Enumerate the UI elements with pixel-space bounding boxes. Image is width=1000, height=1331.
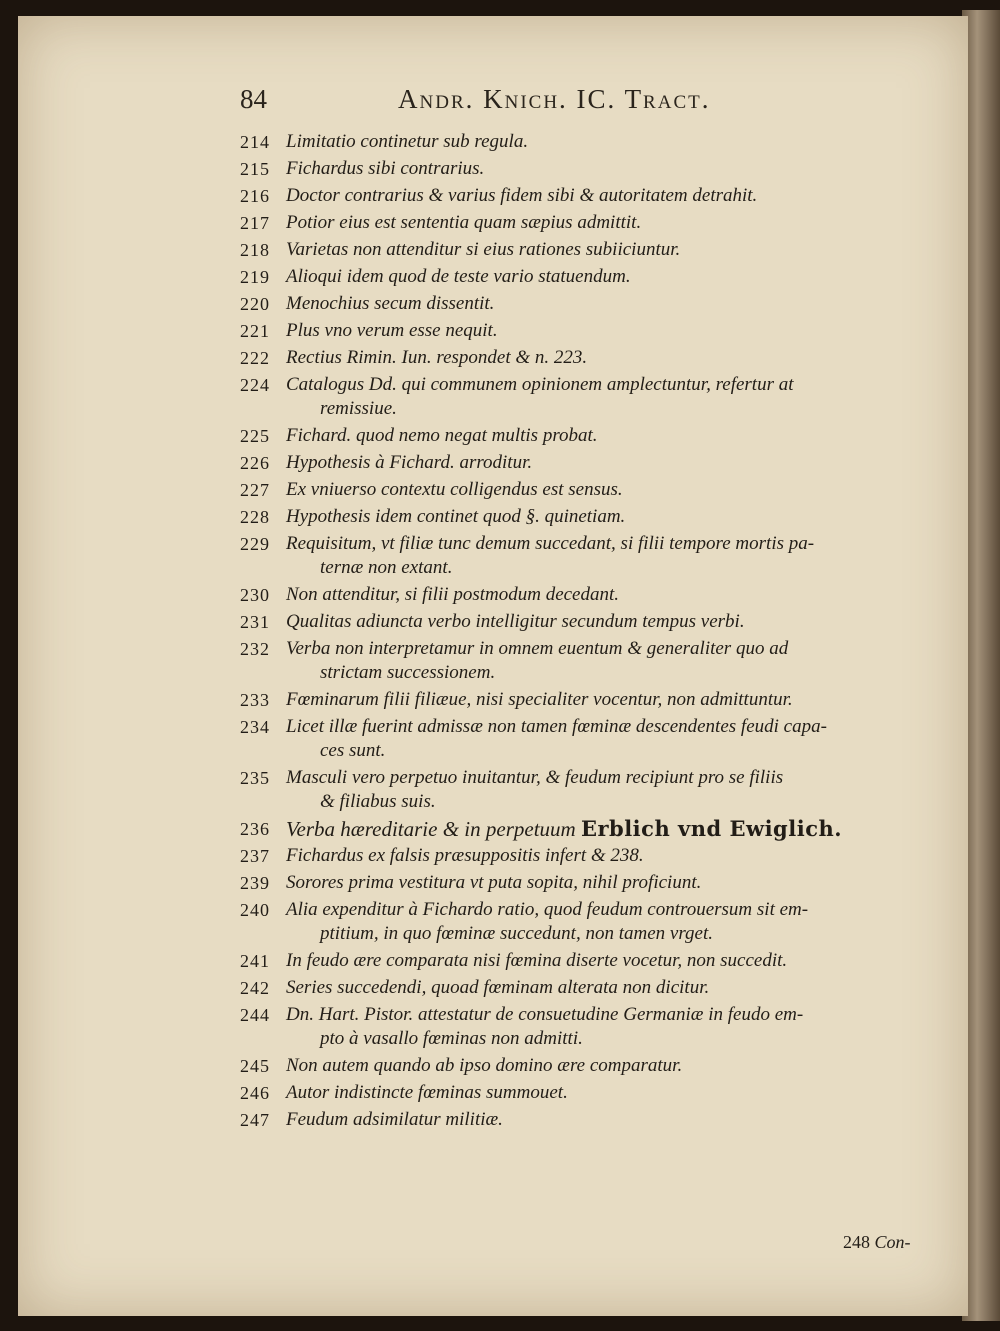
entry-text: Requisitum, vt filiæ tunc demum succedant, si filii tempore mortis pa- <box>286 533 815 554</box>
entry-text: Menochius secum dissentit. <box>286 293 495 314</box>
entry-number: 242 <box>240 978 270 998</box>
entry-line <box>286 238 680 262</box>
entry-text: ptitium, in quo fœminæ succedunt, non tamen vrget. <box>320 923 713 944</box>
entry-body <box>286 1108 503 1132</box>
entry-body <box>286 1054 682 1078</box>
entry-line <box>286 976 709 1000</box>
entry-body <box>286 949 787 973</box>
entry-text: Feudum adsimilatur militiæ. <box>286 1109 503 1130</box>
entry-body <box>286 688 793 712</box>
index-entry <box>240 817 955 841</box>
entry-body <box>286 1081 568 1105</box>
entry-line <box>286 1003 803 1027</box>
index-entry <box>240 1108 955 1132</box>
entry-number: 240 <box>240 900 270 920</box>
index-entry <box>240 637 955 685</box>
index-entry <box>240 184 955 208</box>
page-header <box>240 84 840 124</box>
entry-body <box>286 505 625 529</box>
entry-line <box>286 871 701 895</box>
entry-number: 236 <box>240 819 270 839</box>
entry-line <box>286 844 644 868</box>
entry-line <box>286 1027 803 1051</box>
index-entry <box>240 1054 955 1078</box>
entry-text: In feudo ære comparata nisi fœmina diserte vocetur, non succedit. <box>286 950 788 971</box>
entry-line <box>286 211 641 235</box>
entry-number: 214 <box>240 132 270 152</box>
index-entries <box>240 130 955 1135</box>
entry-text: Plus vno verum esse nequit. <box>286 320 498 341</box>
index-entry <box>240 871 955 895</box>
entry-line <box>286 478 623 502</box>
index-entry <box>240 1003 955 1051</box>
index-entry <box>240 976 955 1000</box>
entry-text: Dn. Hart. Pistor. attestatur de consuetudine Germaniæ in feudo em- <box>286 1004 804 1025</box>
entry-body <box>286 637 788 685</box>
entry-number: 229 <box>240 534 270 554</box>
page-number: 84 <box>240 84 267 114</box>
entry-text: ces sunt. <box>320 740 386 761</box>
index-entry <box>240 451 955 475</box>
entry-line <box>286 739 827 763</box>
entry-text: Fichardus ex falsis præsuppositis infert & 238. <box>286 845 644 866</box>
entry-body <box>286 157 484 181</box>
entry-number: 247 <box>240 1110 270 1130</box>
entry-body <box>286 424 598 448</box>
index-entry <box>240 532 955 580</box>
entry-body <box>286 766 783 814</box>
entry-text: Series succedendi, quoad fœminam alterata non dicitur. <box>286 977 710 998</box>
entry-number: 228 <box>240 507 270 527</box>
index-entry <box>240 949 955 973</box>
entry-line <box>286 157 484 181</box>
entry-text: pto à vasallo fœminas non admitti. <box>320 1028 583 1049</box>
entry-text: Sorores prima vestitura vt puta sopita, nihil proficiunt. <box>286 872 702 893</box>
entry-line <box>286 505 625 529</box>
entry-body <box>286 211 641 235</box>
entry-line <box>286 319 498 343</box>
index-entry <box>240 715 955 763</box>
entry-body <box>286 976 709 1000</box>
entry-text: Licet illæ fuerint admissæ non tamen fœminæ descendentes feudi capa- <box>286 716 827 737</box>
entry-line <box>286 715 827 739</box>
entry-line <box>286 637 788 661</box>
index-entry <box>240 898 955 946</box>
entry-line <box>286 346 587 370</box>
entry-body <box>286 583 619 607</box>
index-entry <box>240 130 955 154</box>
entry-text: Fœminarum filii filiæue, nisi specialiter vocentur, non admittuntur. <box>286 689 793 710</box>
entry-line <box>286 610 745 634</box>
index-entry <box>240 610 955 634</box>
entry-text: Fichard. quod nemo negat multis probat. <box>286 425 598 446</box>
entry-number: 216 <box>240 186 270 206</box>
entry-body <box>286 610 745 634</box>
entry-text: Autor indistincte fœminas summouet. <box>286 1082 568 1103</box>
entry-line <box>286 1081 568 1105</box>
entry-body <box>286 184 757 208</box>
entry-text: Varietas non attenditur si eius rationes subiiciuntur. <box>286 239 681 260</box>
entry-body <box>286 715 827 763</box>
entry-body <box>286 238 680 262</box>
entry-text: Ex vniuerso contextu colligendus est sensus. <box>286 479 623 500</box>
entry-text: remissiue. <box>320 398 397 419</box>
entry-body <box>286 478 623 502</box>
entry-number: 245 <box>240 1056 270 1076</box>
entry-number: 215 <box>240 159 270 179</box>
entry-body <box>286 451 532 475</box>
entry-text: Non attenditur, si filii postmodum decedant. <box>286 584 620 605</box>
entry-number: 246 <box>240 1083 270 1103</box>
entry-body <box>286 346 587 370</box>
entry-line <box>286 556 814 580</box>
index-entry <box>240 478 955 502</box>
entry-body <box>286 871 701 895</box>
catchword-text: Con- <box>874 1232 911 1252</box>
entry-text: Alia expenditur à Fichardo ratio, quod feudum controuersum sit em- <box>286 899 809 920</box>
index-entry <box>240 583 955 607</box>
index-entry <box>240 292 955 316</box>
entry-text: Qualitas adiuncta verbo intelligitur secundum tempus verbi. <box>286 611 745 632</box>
entry-body <box>286 844 644 868</box>
entry-text: Masculi vero perpetuo inuitantur, & feudum recipiunt pro se filiis <box>286 767 784 788</box>
entry-number: 222 <box>240 348 270 368</box>
entry-line <box>286 424 598 448</box>
entry-number: 218 <box>240 240 270 260</box>
entry-line <box>286 949 787 973</box>
index-entry <box>240 373 955 421</box>
entry-body <box>286 130 528 154</box>
catchword <box>843 1232 911 1253</box>
index-entry <box>240 211 955 235</box>
index-entry <box>240 1081 955 1105</box>
entry-body <box>286 373 794 421</box>
entry-line <box>286 373 794 397</box>
entry-line <box>286 1054 682 1078</box>
entry-number: 244 <box>240 1005 270 1025</box>
index-entry <box>240 505 955 529</box>
entry-number: 221 <box>240 321 270 341</box>
entry-line <box>286 265 631 289</box>
entry-body <box>286 817 842 841</box>
entry-line <box>286 451 532 475</box>
entry-text: Verba hæreditarie & in perpetuum <box>286 817 576 841</box>
entry-line <box>286 922 808 946</box>
entry-number: 220 <box>240 294 270 314</box>
entry-number: 227 <box>240 480 270 500</box>
entry-text: Non autem quando ab ipso domino ære comparatur. <box>286 1055 683 1076</box>
entry-body <box>286 319 498 343</box>
entry-line <box>286 583 619 607</box>
entry-text: Hypothesis idem continet quod §. quinetiam. <box>286 506 626 527</box>
entry-number: 225 <box>240 426 270 446</box>
entry-text: Alioqui idem quod de teste vario statuendum. <box>286 266 631 287</box>
entry-number: 219 <box>240 267 270 287</box>
entry-line <box>286 532 814 556</box>
entry-number: 230 <box>240 585 270 605</box>
entry-number: 217 <box>240 213 270 233</box>
index-entry <box>240 157 955 181</box>
entry-number: 224 <box>240 375 270 395</box>
index-entry <box>240 424 955 448</box>
running-head: Andr. Knich. IC. Tract. <box>398 84 711 114</box>
entry-text: Catalogus Dd. qui communem opinionem amplectuntur, refertur at <box>286 374 794 395</box>
entry-text: Limitatio continetur sub regula. <box>286 131 529 152</box>
entry-text: Hypothesis à Fichard. arroditur. <box>286 452 533 473</box>
entry-body <box>286 265 631 289</box>
entry-number: 232 <box>240 639 270 659</box>
index-entry <box>240 766 955 814</box>
entry-text: & filiabus suis. <box>320 791 436 812</box>
entry-line <box>286 817 842 841</box>
catchword-number: 248 <box>843 1232 870 1252</box>
entry-number: 235 <box>240 768 270 788</box>
entry-text: Verba non interpretamur in omnem euentum & generaliter quo ad <box>286 638 789 659</box>
entry-line <box>286 292 494 316</box>
entry-line <box>286 661 788 685</box>
index-entry <box>240 844 955 868</box>
entry-line <box>286 1108 503 1132</box>
entry-text: Rectius Rimin. Iun. respondet & n. 223. <box>286 347 588 368</box>
entry-text: Fichardus sibi contrarius. <box>286 158 485 179</box>
entry-number: 231 <box>240 612 270 632</box>
index-entry <box>240 238 955 262</box>
entry-text: strictam successionem. <box>320 662 496 683</box>
entry-text: Potior eius est sententia quam sæpius admittit. <box>286 212 642 233</box>
entry-line <box>286 184 757 208</box>
index-entry <box>240 265 955 289</box>
entry-body <box>286 898 808 946</box>
entry-body <box>286 292 494 316</box>
entry-number: 226 <box>240 453 270 473</box>
entry-number: 237 <box>240 846 270 866</box>
entry-line <box>286 688 793 712</box>
entry-number: 241 <box>240 951 270 971</box>
entry-line <box>286 766 783 790</box>
entry-text: ternæ non extant. <box>320 557 453 578</box>
index-entry <box>240 688 955 712</box>
entry-body <box>286 532 814 580</box>
entry-line <box>286 397 794 421</box>
index-entry <box>240 346 955 370</box>
index-entry <box>240 319 955 343</box>
entry-line <box>286 898 808 922</box>
entry-number: 234 <box>240 717 270 737</box>
entry-number: 239 <box>240 873 270 893</box>
entry-number: 233 <box>240 690 270 710</box>
entry-text: Doctor contrarius & varius fidem sibi & autoritatem detrahit. <box>286 185 758 206</box>
entry-body <box>286 1003 803 1051</box>
entry-line <box>286 130 528 154</box>
entry-line <box>286 790 783 814</box>
blackletter-phrase: Erblich vnd Ewiglich. <box>580 816 843 841</box>
